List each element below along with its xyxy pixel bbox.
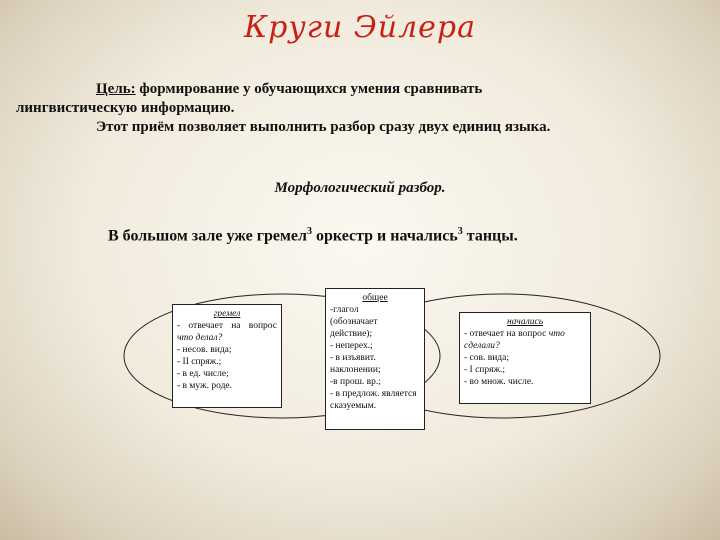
right-box-header: начались (506, 317, 544, 327)
middle-box-item: сказуемым. (330, 401, 377, 411)
middle-box-common (325, 288, 425, 430)
middle-box-item: -в прош. вр.; (330, 377, 381, 387)
right-box-item: - сов. вида; (464, 353, 509, 363)
sentence-part-1: В большом зале уже гремел (108, 227, 307, 245)
left-box-gremel (172, 304, 282, 408)
left-box-item: - в муж. роде. (177, 381, 233, 391)
goal-line-2: лингвистическую информацию. (16, 100, 235, 116)
middle-box-item: - в предлож. является (330, 389, 417, 399)
right-box-nachalis (459, 312, 591, 404)
left-box-question-line (177, 320, 277, 344)
left-box-item: - в ед. числе; (177, 369, 229, 379)
sentence-sup-2: 3 (457, 226, 463, 237)
goal-line-3: Этот приём позволяет выполнить разбор сразу двух единиц языка. (96, 119, 551, 135)
left-box-header: гремел (213, 309, 241, 319)
right-box-item: - I спряж.; (464, 365, 506, 375)
left-box-item: - II спряж.; (177, 357, 222, 367)
middle-box-item: - неперех.; (330, 341, 373, 351)
middle-box-header: общее (362, 293, 388, 303)
left-box-question: что делал? (177, 333, 223, 343)
goal-label: Цель: (96, 81, 136, 97)
right-box-question: что сделали? (464, 329, 565, 351)
middle-box-item: - в изъявит. наклонении; (330, 353, 381, 375)
subtitle: Морфологический разбор. (274, 180, 446, 196)
middle-box-item: (обозначает (330, 317, 378, 327)
sentence-sup-1: 3 (306, 226, 312, 237)
left-box-item: - несов. вида; (177, 345, 232, 355)
page-title: Круги Эйлера (243, 10, 477, 45)
middle-box-item: действие); (330, 329, 373, 339)
goal-line-1-rest: формирование у обучающихся умения сравнивать (135, 81, 483, 97)
right-box-question-prefix: - отвечает на вопрос (464, 329, 549, 339)
sentence-part-3: танцы. (462, 227, 518, 245)
right-box-item: - во множ. числе. (464, 377, 534, 387)
right-box-question-line (464, 328, 586, 352)
left-box-question-prefix: - отвечает на вопрос (177, 321, 277, 331)
sentence-part-2: оркестр и начались (311, 227, 458, 245)
middle-box-item: -глагол (330, 305, 359, 315)
